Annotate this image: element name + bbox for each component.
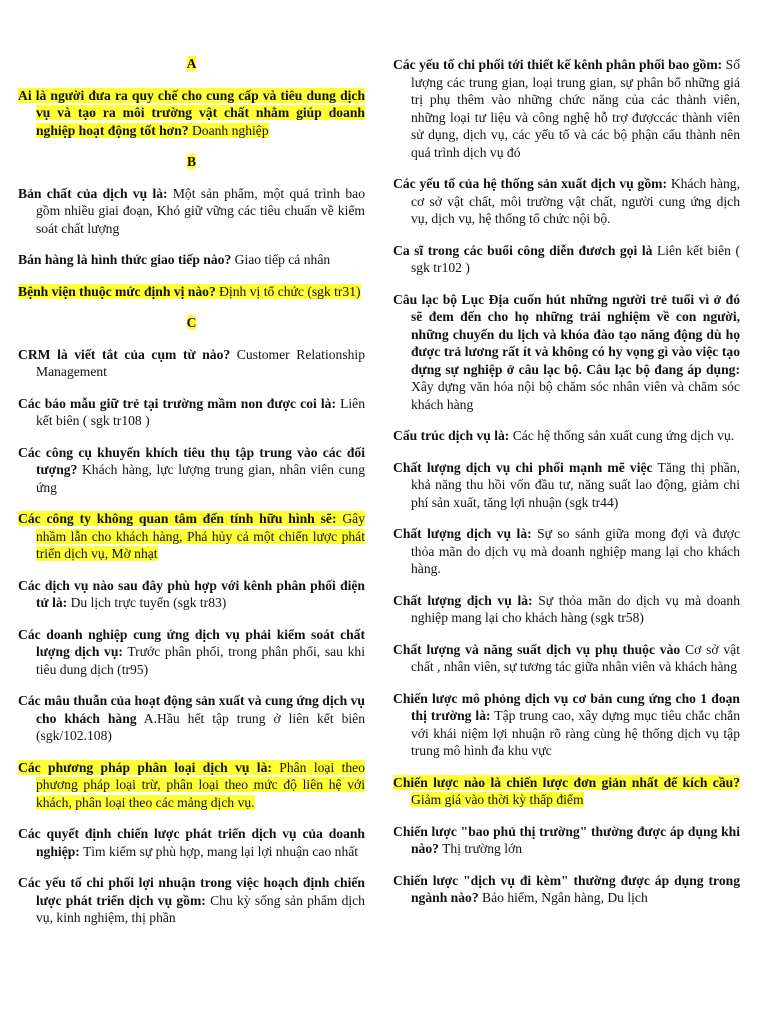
- qa-entry: [393, 242, 740, 277]
- question: Chiến lược "dịch vụ đi kèm" thường được áp dụng trong ngành nào?: [393, 872, 740, 905]
- answer: Doanh nghiệp: [188, 122, 269, 138]
- question: Chiến lược "bao phủ thị trường" thường được áp dụng khi nào?: [393, 823, 740, 856]
- answer: Customer Relationship Management: [36, 346, 365, 379]
- answer: Các hệ thống sản xuất cung ứng dịch vụ.: [509, 428, 735, 443]
- answer: A.Hầu hết tập trung ở liên kết biên (sgk/102.108): [36, 710, 365, 743]
- answer: Xây dựng văn hóa nội bộ chăm sóc nhân viên và chăm sóc khách hàng: [411, 379, 740, 412]
- qa-entry: [393, 774, 740, 809]
- section-heading-c: C: [186, 315, 197, 330]
- qa-entry: [18, 346, 365, 381]
- qa-entry: [393, 592, 740, 627]
- left-column: [18, 55, 365, 941]
- question: Các quyết định chiến lược phát triển dịch vụ của doanh nghiệp:: [18, 826, 365, 859]
- qa-entry: [393, 690, 740, 760]
- answer: Giao tiếp cá nhân: [231, 252, 331, 267]
- qa-entry: [393, 459, 740, 512]
- answer: Định vị tổ chức (sgk tr31): [215, 283, 361, 299]
- answer: Chu kỳ sống sản phẩm dịch vụ, kinh nghiệm, thị phần: [36, 892, 365, 925]
- qa-entry: [18, 395, 365, 430]
- qa-entry: [393, 641, 740, 676]
- question: Ai là người đưa ra quy chế cho cung cấp và tiêu dung dịch vụ và tạo ra môi trường vật chất nhằm giúp doanh nghiệp hoạt động tốt hơn?: [18, 87, 365, 138]
- qa-entry: [393, 291, 740, 414]
- qa-entry: [18, 626, 365, 679]
- answer: Gây nhầm lẫn cho khách hàng, Phá hủy cả một chiến lược phát triển dịch vụ, Mờ nhạt: [36, 511, 365, 561]
- question: Chất lượng dịch vụ là:: [393, 526, 532, 541]
- question: Bản chất của dịch vụ là:: [18, 185, 168, 201]
- question: Các dịch vụ nào sau đây phù hợp với kênh phân phối điện tử là:: [18, 577, 365, 610]
- question: Các yếu tố chi phối tới thiết kế kênh phân phối bao gồm:: [393, 57, 723, 72]
- question: Chiến lược mô phỏng dịch vụ cơ bản cung ứng cho 1 đoạn thị trường là:: [393, 690, 740, 723]
- section-heading-a: A: [186, 56, 197, 71]
- qa-entry: [393, 427, 740, 445]
- qa-entry: [18, 444, 365, 497]
- qa-entry: [18, 577, 365, 612]
- answer: Số lượng các trung gian, loại trung gian, sự phân bổ những giá trị phụ thêm vào những chức năng của các thành viên, những loại tư liệu và công nghệ hỗ trợ đượccác thành viên sử dụng, dịch vụ, các yếu tố và các bộ phận cấu thành nên quá trình dịch vụ đó: [411, 57, 740, 160]
- answer: Du lịch trực tuyến (sgk tr83): [67, 595, 227, 610]
- answer: Tập trung cao, xây dựng mục tiêu chắc chắn với khái niệm lợi nhuận rõ ràng cùng hệ thống dịch vụ tập trung mô hình đa khu vực: [411, 708, 740, 758]
- qa-entry: [18, 251, 365, 269]
- answer: Thị trường lớn: [438, 841, 522, 856]
- answer: Khách hàng, lực lượng trung gian, nhân viên cung ứng: [36, 462, 365, 495]
- answer: Cơ sở vật chất , nhân viên, sự tương tác giữa nhân viên và khách hàng: [411, 641, 740, 674]
- question: CRM là viết tắt của cụm từ nào?: [18, 346, 231, 362]
- question: Câu lạc bộ Lục Địa cuốn hút những người trẻ tuổi vì ở đó sẽ đem đến cho họ những trải nghiệm về con người, những chuyến du lịch và khóa đào tạo năng động dù họ được trả lương rất ít và không có hy vọng gì vào việc tạo dựng sự nghiệp ở câu lạc bộ. Câu lạc bộ đang áp dụng:: [393, 291, 740, 377]
- qa-entry: [393, 175, 740, 228]
- answer: Tăng thị phần, khả năng thu hồi vốn đầu tư, năng suất lao động, giảm chi phí sản xuất, tăng lợi nhuận (sgk tr44): [411, 459, 740, 510]
- answer: Liên kết biên ( sgk tr102 ): [411, 242, 740, 275]
- answer: Sự so sánh giữa mong đợi và được thỏa mãn do dịch vụ mà doanh nghiệp mang lại cho khách hàng.: [411, 526, 740, 576]
- answer: Bảo hiểm, Ngân hàng, Du lịch: [478, 890, 648, 905]
- answer: Liên kết biên ( sgk tr108 ): [36, 395, 365, 428]
- question: Các yếu tố chi phối lợi nhuận trong việc hoạch định chiến lược phát triển dịch vụ gồm:: [18, 875, 365, 908]
- question: Các mâu thuẫn của hoạt động sản xuất và cung ứng dịch vụ cho khách hàng: [18, 693, 365, 726]
- right-column: [393, 56, 740, 921]
- question: Bán hàng là hình thức giao tiếp nào?: [18, 252, 232, 267]
- qa-entry: [18, 283, 365, 301]
- answer: Một sản phẩm, một quá trình bao gồm nhiều giai đoạn, Khó giữ vững các tiêu chuẩn về kiểm soát chất lượng: [36, 185, 365, 236]
- answer: Tìm kiếm sự phù hợp, mang lại lợi nhuận cao nhất: [79, 843, 359, 859]
- question: Ca sĩ trong các buổi công diễn đươch gọi là: [393, 242, 653, 258]
- qa-entry: [393, 823, 740, 858]
- answer: Khách hàng, cơ sở vật chất, môi trường vật chất, người cung ứng dịch vụ, dịch vụ, hệ thống tổ chức nội bộ.: [411, 176, 740, 226]
- question: Chất lượng và năng suất dịch vụ phụ thuộc vào: [393, 641, 681, 657]
- question: Các yếu tố của hệ thống sản xuất dịch vụ gồm:: [393, 176, 668, 191]
- qa-entry: [393, 872, 740, 907]
- answer: Giảm giá vào thời kỳ thấp điểm: [411, 792, 584, 807]
- question: Chiến lược nào là chiến lược đơn giản nhất để kích cầu?: [393, 774, 740, 790]
- answer: Sự thỏa mãn do dịch vụ mà doanh nghiệp mang lại cho khách hàng (sgk tr58): [411, 592, 740, 625]
- answer: Phân loại theo phương pháp loại trừ, phân loại theo mức độ liên hệ với khách, phân loại theo các mảng dịch vụ.: [36, 759, 365, 810]
- qa-entry: [393, 56, 740, 161]
- section-heading-b: B: [186, 154, 197, 169]
- question: Các công cụ khuyến khích tiêu thụ tập trung vào các đối tượng?: [18, 444, 365, 477]
- qa-entry: [18, 759, 365, 812]
- qa-entry: [18, 874, 365, 927]
- qa-entry: [18, 185, 365, 238]
- question: Chất lượng dịch vụ là:: [393, 592, 533, 608]
- question: Các công ty không quan tâm đến tính hữu hình sẽ:: [18, 511, 337, 526]
- question: Các phương pháp phân loại dịch vụ là:: [18, 759, 272, 775]
- question: Các doanh nghiệp cung ứng dịch vụ phải kiểm soát chất lượng dịch vụ:: [18, 626, 365, 659]
- question: Cấu trúc dịch vụ là:: [393, 428, 510, 443]
- answer: Trước phân phối, trong phân phối, sau khi tiêu dung dịch (tr95): [36, 644, 365, 677]
- question: Các báo mẫu giữ trẻ tại trường mầm non được coi là:: [18, 395, 336, 411]
- question: Bệnh viện thuộc mức định vị nào?: [18, 283, 216, 299]
- question: Chất lượng dịch vụ chi phối mạnh mẽ việc: [393, 459, 653, 475]
- qa-entry: [18, 87, 365, 140]
- qa-entry: [18, 692, 365, 745]
- qa-entry: [393, 525, 740, 578]
- qa-entry: [18, 825, 365, 860]
- qa-entry: [18, 510, 365, 563]
